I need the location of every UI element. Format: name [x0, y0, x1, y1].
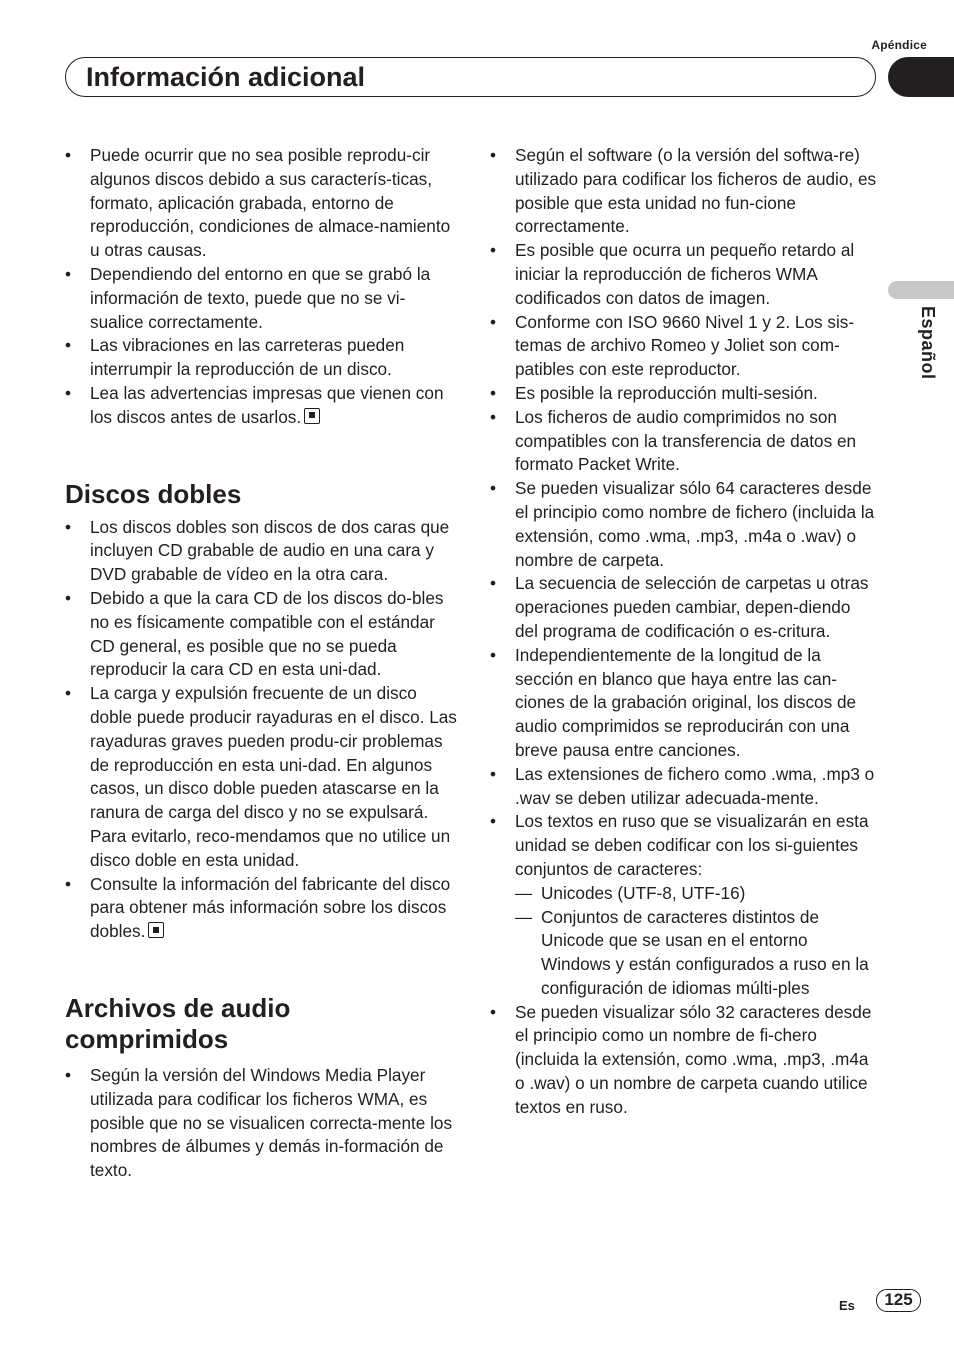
list-item: • Se pueden visualizar sólo 32 caracteres desde el principio como un nombre de fi-chero (incluida la extensión, como .wma, .mp3, .m4a o .wav) o un nombre de carpeta cuando utilice textos en ruso. [490, 1001, 878, 1120]
sub-list-item: — Conjuntos de caracteres distintos de Unicode que se usan en el entorno Windows y están configurados a ruso en la configuración de idiomas múlti-ples [515, 906, 869, 998]
language-tab-marker [888, 281, 954, 299]
end-of-section-icon [148, 922, 164, 938]
list-item: • Según la versión del Windows Media Player utilizada para codificar los ficheros WMA, es posible que no se visualicen correcta-mente los nombres de álbumes y demás in-formación de texto. [65, 1064, 457, 1183]
archivos-list [65, 1064, 457, 1183]
list-item: • Dependiendo del entorno en que se grabó la información de texto, puede que no se vi-sualice correctamente. [65, 263, 457, 334]
list-item: • La secuencia de selección de carpetas u otras operaciones pueden cambiar, depen-diendo del programa de codificación o es-critura. [490, 572, 878, 643]
list-item: • Los ficheros de audio comprimidos no son compatibles con la transferencia de datos en formato Packet Write. [490, 406, 878, 477]
left-column [65, 144, 457, 1183]
list-item: • Los discos dobles son discos de dos caras que incluyen CD grabable de audio en una cara y DVD grabable de vídeo en la otra cara. [65, 516, 457, 587]
list-item: • Según el software (o la versión del softwa-re) utilizado para codificar los ficheros de audio, es posible que esta unidad no fun-cione correctamente. [490, 144, 878, 239]
discos-dobles-list [65, 516, 457, 944]
list-item: • La carga y expulsión frecuente de un disco doble puede producir rayaduras en el disco. Las rayaduras graves pueden produ-cir problemas de reproducción en esta uni-dad. En algunos casos, un disco doble pueden atascarse en la ranura de carga del disco y no se expulsará. Para evitarlo, reco-mendamos que no utilice un disco doble en esta unidad. [65, 682, 457, 872]
language-tab-label: Español [918, 306, 938, 380]
list-item: • Las vibraciones en las carreteras pueden interrumpir la reproducción de un disco. [65, 334, 457, 382]
section-label: Apéndice [871, 38, 927, 52]
heading-discos-dobles: Discos dobles [65, 478, 242, 509]
list-item: • Las extensiones de fichero como .wma, .mp3 o .wav se deben utilizar adecuada-mente. [490, 763, 878, 811]
list-item: • Es posible que ocurra un pequeño retardo al iniciar la reproducción de ficheros WMA codificados con datos de imagen. [490, 239, 878, 310]
end-of-section-icon [304, 408, 320, 424]
list-item: • Se pueden visualizar sólo 64 caracteres desde el principio como nombre de fichero (incluida la extensión, como .wma, .mp3, .m4a o .wav) o nombre de carpeta. [490, 477, 878, 572]
charset-sublist [515, 882, 878, 1001]
list-item: • Independientemente de la longitud de la sección en blanco que haya entre las can-ciones de la grabación original, los discos de audio comprimidos se reproducirán con una breve pausa entre canciones. [490, 644, 878, 763]
right-bullet-list [490, 144, 878, 1120]
list-item: • Consulte la información del fabricante del disco para obtener más información sobre los discos dobles. [65, 873, 457, 944]
list-item: • Los textos en ruso que se visualizarán en esta unidad se deben codificar con los si-guientes conjuntos de caracteres: — Unicodes (UTF-8, UTF-16) — Conjuntos de caracteres distintos de Unicode que se usan en el entorno Windows y están configurados a ruso en la configuración de idiomas múlti-ples [490, 810, 878, 1000]
list-item: • Puede ocurrir que no sea posible reprodu-cir algunos discos debido a sus caracterís-ticas, formato, aplicación grabada, entorno de reproducción, condiciones de almace-namiento u otras causas. [65, 144, 457, 263]
sub-list-item: — Unicodes (UTF-8, UTF-16) [515, 882, 746, 903]
list-item: • Conforme con ISO 9660 Nivel 1 y 2. Los sis-temas de archivo Romeo y Joliet son com-patibles con este reproductor. [490, 311, 878, 382]
page-title: Información adicional [86, 62, 366, 92]
header-bar [65, 57, 876, 97]
right-column [490, 144, 878, 1120]
footer-language-code: Es [839, 1298, 855, 1313]
heading-archivos-audio: Archivos de audio comprimidos [65, 992, 291, 1054]
page-number: 125 [876, 1289, 921, 1312]
list-item: • Lea las advertencias impresas que vienen con los discos antes de usarlos. [65, 382, 457, 430]
intro-bullet-list [65, 144, 457, 430]
header-tab [888, 57, 954, 97]
list-item: • Es posible la reproducción multi-sesión. [490, 382, 878, 406]
list-item: • Debido a que la cara CD de los discos do-bles no es físicamente compatible con el estándar CD general, es posible que no se pueda reproducir la cara CD en esta uni-dad. [65, 587, 457, 682]
